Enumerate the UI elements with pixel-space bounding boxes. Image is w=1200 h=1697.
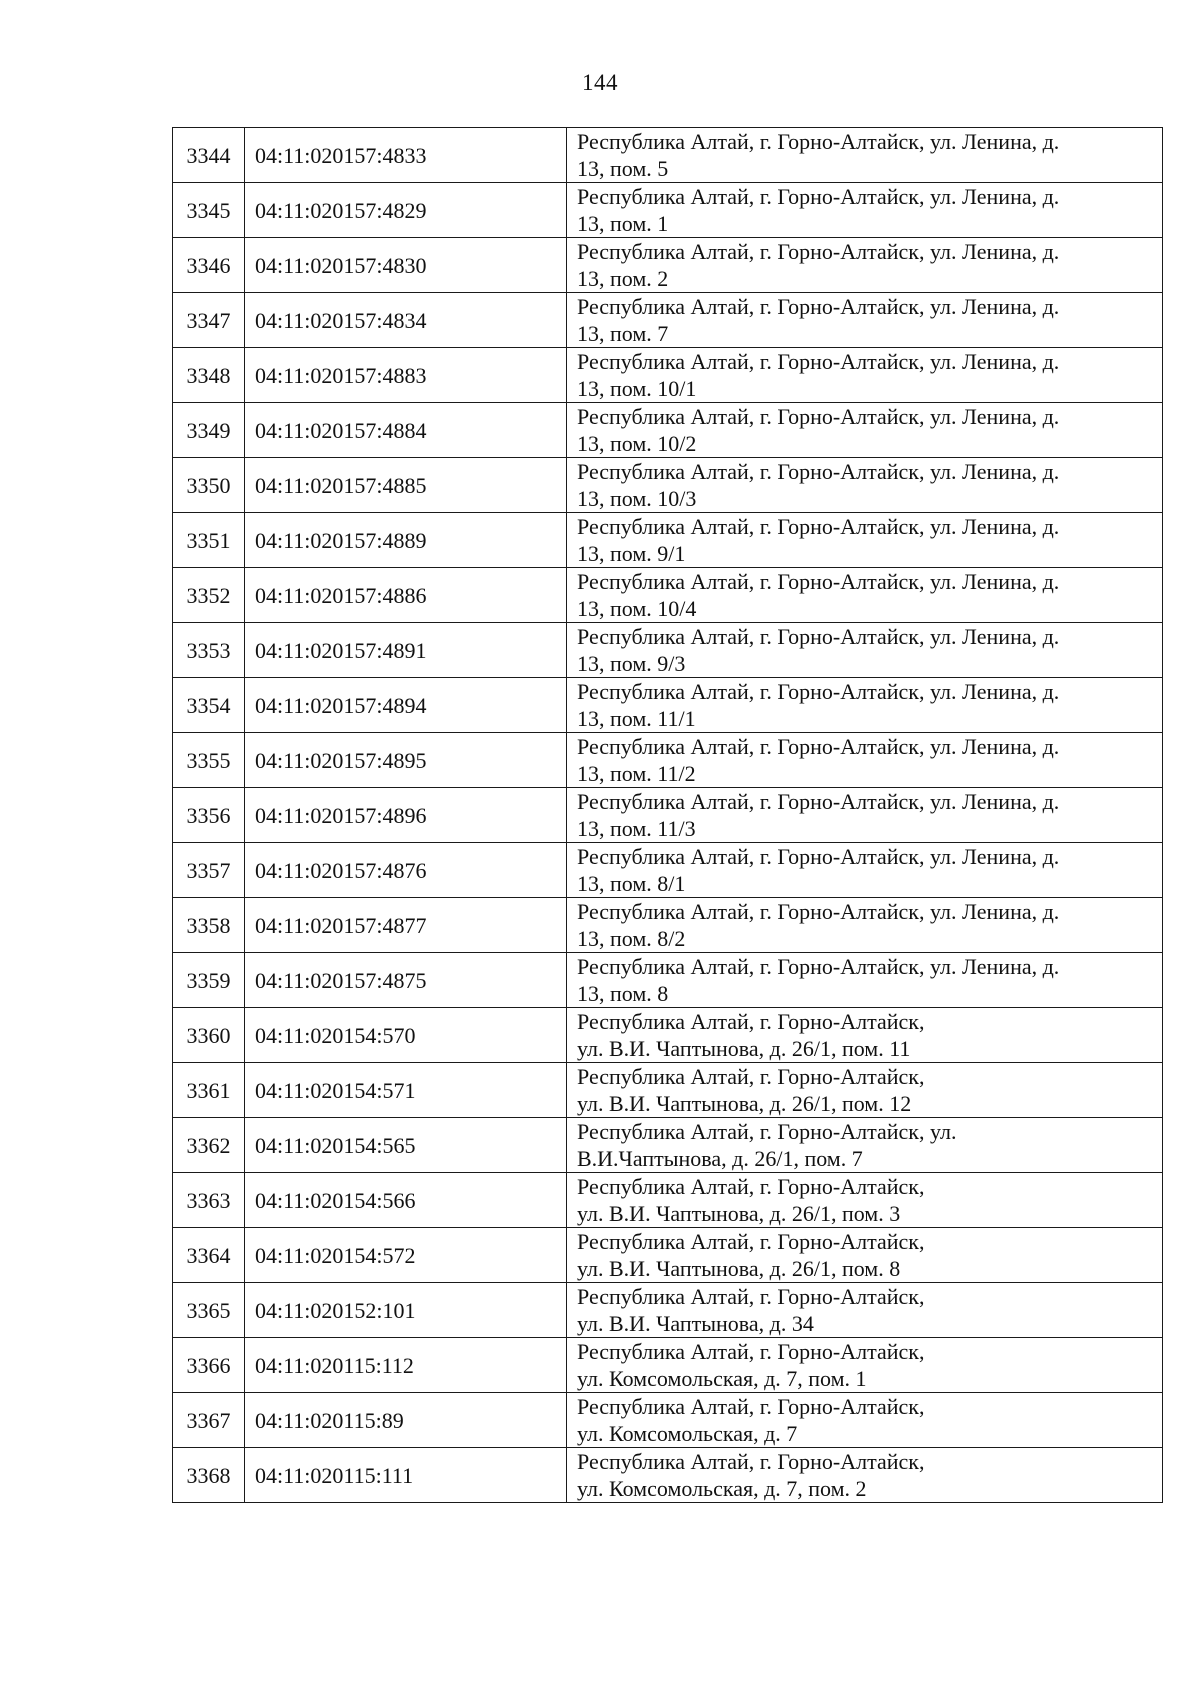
row-number-cell: 3351 xyxy=(173,513,245,568)
row-number-cell: 3361 xyxy=(173,1063,245,1118)
table-row xyxy=(173,238,1163,293)
cadastral-number-cell: 04:11:020157:4834 xyxy=(245,293,567,348)
table-row xyxy=(173,1008,1163,1063)
table-row xyxy=(173,1118,1163,1173)
address-line-1: Республика Алтай, г. Горно-Алтайск, ул. Ленина, д. xyxy=(577,404,1060,429)
row-number-cell: 3357 xyxy=(173,843,245,898)
row-number-cell: 3352 xyxy=(173,568,245,623)
address-cell xyxy=(567,788,1163,843)
table-row xyxy=(173,348,1163,403)
cadastral-number-cell: 04:11:020157:4876 xyxy=(245,843,567,898)
address-line-1: Республика Алтай, г. Горно-Алтайск, ул. Ленина, д. xyxy=(577,789,1060,814)
address-cell xyxy=(567,238,1163,293)
table-row xyxy=(173,1448,1163,1503)
address-line-1: Республика Алтай, г. Горно-Алтайск, ул. Ленина, д. xyxy=(577,239,1060,264)
table-row xyxy=(173,128,1163,183)
address-cell xyxy=(567,843,1163,898)
address-line-2: 13, пом. 11/3 xyxy=(577,816,696,841)
address-line-2: 13, пом. 10/2 xyxy=(577,431,697,456)
cadastral-number-cell: 04:11:020157:4886 xyxy=(245,568,567,623)
row-number-cell: 3368 xyxy=(173,1448,245,1503)
row-number-cell: 3349 xyxy=(173,403,245,458)
address-cell xyxy=(567,1448,1163,1503)
address-line-1: Республика Алтай, г. Горно-Алтайск, xyxy=(577,1449,925,1474)
address-cell xyxy=(567,953,1163,1008)
address-cell xyxy=(567,1338,1163,1393)
cadastral-number-cell: 04:11:020157:4883 xyxy=(245,348,567,403)
address-line-1: Республика Алтай, г. Горно-Алтайск, ул. Ленина, д. xyxy=(577,679,1060,704)
address-line-2: 13, пом. 11/1 xyxy=(577,706,696,731)
row-number-cell: 3354 xyxy=(173,678,245,733)
address-cell xyxy=(567,293,1163,348)
address-line-2: 13, пом. 9/1 xyxy=(577,541,686,566)
address-cell xyxy=(567,568,1163,623)
address-line-2: ул. В.И. Чаптынова, д. 26/1, пом. 3 xyxy=(577,1201,901,1226)
row-number-cell: 3362 xyxy=(173,1118,245,1173)
cadastral-number-cell: 04:11:020115:112 xyxy=(245,1338,567,1393)
cadastral-number-cell: 04:11:020157:4884 xyxy=(245,403,567,458)
table-row xyxy=(173,1063,1163,1118)
address-line-2: 13, пом. 10/3 xyxy=(577,486,697,511)
address-cell xyxy=(567,513,1163,568)
address-line-1: Республика Алтай, г. Горно-Алтайск, ул. Ленина, д. xyxy=(577,294,1060,319)
address-line-2: ул. В.И. Чаптынова, д. 26/1, пом. 12 xyxy=(577,1091,912,1116)
cadastral-number-cell: 04:11:020154:565 xyxy=(245,1118,567,1173)
row-number-cell: 3365 xyxy=(173,1283,245,1338)
address-cell xyxy=(567,623,1163,678)
row-number-cell: 3344 xyxy=(173,128,245,183)
cadastral-number-cell: 04:11:020154:570 xyxy=(245,1008,567,1063)
table-body xyxy=(173,128,1163,1503)
address-line-1: Республика Алтай, г. Горно-Алтайск, ул. Ленина, д. xyxy=(577,899,1060,924)
address-line-1: Республика Алтай, г. Горно-Алтайск, ул. Ленина, д. xyxy=(577,129,1060,154)
address-line-2: 13, пом. 11/2 xyxy=(577,761,696,786)
cadastral-number-cell: 04:11:020115:89 xyxy=(245,1393,567,1448)
cadastral-number-cell: 04:11:020157:4830 xyxy=(245,238,567,293)
address-line-1: Республика Алтай, г. Горно-Алтайск, xyxy=(577,1229,925,1254)
table-row xyxy=(173,788,1163,843)
row-number-cell: 3356 xyxy=(173,788,245,843)
cadastral-number-cell: 04:11:020157:4889 xyxy=(245,513,567,568)
cadastral-number-cell: 04:11:020115:111 xyxy=(245,1448,567,1503)
row-number-cell: 3360 xyxy=(173,1008,245,1063)
address-cell xyxy=(567,1063,1163,1118)
row-number-cell: 3364 xyxy=(173,1228,245,1283)
address-line-2: ул. Комсомольская, д. 7, пом. 2 xyxy=(577,1476,867,1501)
address-line-2: ул. Комсомольская, д. 7 xyxy=(577,1421,798,1446)
row-number-cell: 3355 xyxy=(173,733,245,788)
table-row xyxy=(173,898,1163,953)
row-number-cell: 3348 xyxy=(173,348,245,403)
cadastral-number-cell: 04:11:020157:4895 xyxy=(245,733,567,788)
table-row xyxy=(173,568,1163,623)
cadastral-number-cell: 04:11:020157:4885 xyxy=(245,458,567,513)
row-number-cell: 3358 xyxy=(173,898,245,953)
address-line-1: Республика Алтай, г. Горно-Алтайск, ул. Ленина, д. xyxy=(577,844,1060,869)
address-cell xyxy=(567,128,1163,183)
address-cell xyxy=(567,898,1163,953)
cadastral-number-cell: 04:11:020157:4894 xyxy=(245,678,567,733)
address-line-2: 13, пом. 8/2 xyxy=(577,926,686,951)
table-row xyxy=(173,1393,1163,1448)
table-row xyxy=(173,733,1163,788)
row-number-cell: 3367 xyxy=(173,1393,245,1448)
cadastral-number-cell: 04:11:020157:4891 xyxy=(245,623,567,678)
table-row xyxy=(173,458,1163,513)
address-line-2: 13, пом. 8 xyxy=(577,981,669,1006)
address-line-1: Республика Алтай, г. Горно-Алтайск, xyxy=(577,1064,925,1089)
address-line-1: Республика Алтай, г. Горно-Алтайск, xyxy=(577,1174,925,1199)
address-line-2: 13, пом. 1 xyxy=(577,211,669,236)
property-registry-table xyxy=(172,127,1163,1503)
address-cell xyxy=(567,1118,1163,1173)
address-line-1: Республика Алтай, г. Горно-Алтайск, ул. Ленина, д. xyxy=(577,954,1060,979)
row-number-cell: 3345 xyxy=(173,183,245,238)
cadastral-number-cell: 04:11:020157:4829 xyxy=(245,183,567,238)
table-row xyxy=(173,1173,1163,1228)
address-line-1: Республика Алтай, г. Горно-Алтайск, ул. Ленина, д. xyxy=(577,184,1060,209)
address-cell xyxy=(567,733,1163,788)
address-line-1: Республика Алтай, г. Горно-Алтайск, xyxy=(577,1394,925,1419)
row-number-cell: 3366 xyxy=(173,1338,245,1393)
address-line-1: Республика Алтай, г. Горно-Алтайск, ул. Ленина, д. xyxy=(577,569,1060,594)
address-line-2: 13, пом. 2 xyxy=(577,266,669,291)
address-line-2: ул. В.И. Чаптынова, д. 34 xyxy=(577,1311,814,1336)
row-number-cell: 3350 xyxy=(173,458,245,513)
address-line-2: ул. В.И. Чаптынова, д. 26/1, пом. 11 xyxy=(577,1036,911,1061)
cadastral-number-cell: 04:11:020154:566 xyxy=(245,1173,567,1228)
address-line-1: Республика Алтай, г. Горно-Алтайск, ул. Ленина, д. xyxy=(577,349,1060,374)
address-line-1: Республика Алтай, г. Горно-Алтайск, xyxy=(577,1284,925,1309)
address-cell xyxy=(567,1283,1163,1338)
address-line-2: 13, пом. 8/1 xyxy=(577,871,686,896)
address-cell xyxy=(567,183,1163,238)
table-row xyxy=(173,1283,1163,1338)
address-line-1: Республика Алтай, г. Горно-Алтайск, xyxy=(577,1009,925,1034)
address-cell xyxy=(567,1393,1163,1448)
address-cell xyxy=(567,403,1163,458)
cadastral-number-cell: 04:11:020152:101 xyxy=(245,1283,567,1338)
address-line-1: Республика Алтай, г. Горно-Алтайск, ул. Ленина, д. xyxy=(577,624,1060,649)
address-line-2: ул. В.И. Чаптынова, д. 26/1, пом. 8 xyxy=(577,1256,901,1281)
address-cell xyxy=(567,678,1163,733)
cadastral-number-cell: 04:11:020157:4875 xyxy=(245,953,567,1008)
address-line-1: Республика Алтай, г. Горно-Алтайск, xyxy=(577,1339,925,1364)
address-line-1: Республика Алтай, г. Горно-Алтайск, ул. xyxy=(577,1119,957,1144)
row-number-cell: 3359 xyxy=(173,953,245,1008)
table-row xyxy=(173,293,1163,348)
address-cell xyxy=(567,1228,1163,1283)
table-row xyxy=(173,183,1163,238)
row-number-cell: 3346 xyxy=(173,238,245,293)
address-line-2: 13, пом. 10/4 xyxy=(577,596,697,621)
address-line-2: ул. Комсомольская, д. 7, пом. 1 xyxy=(577,1366,867,1391)
table-row xyxy=(173,513,1163,568)
address-cell xyxy=(567,1173,1163,1228)
address-line-2: 13, пом. 10/1 xyxy=(577,376,697,401)
table-row xyxy=(173,403,1163,458)
table-row xyxy=(173,623,1163,678)
page-number: 144 xyxy=(582,70,618,95)
table-row xyxy=(173,1338,1163,1393)
cadastral-number-cell: 04:11:020157:4833 xyxy=(245,128,567,183)
address-line-1: Республика Алтай, г. Горно-Алтайск, ул. Ленина, д. xyxy=(577,734,1060,759)
row-number-cell: 3353 xyxy=(173,623,245,678)
address-line-2: 13, пом. 5 xyxy=(577,156,669,181)
table-row xyxy=(173,953,1163,1008)
address-line-1: Республика Алтай, г. Горно-Алтайск, ул. Ленина, д. xyxy=(577,459,1060,484)
row-number-cell: 3363 xyxy=(173,1173,245,1228)
address-cell xyxy=(567,458,1163,513)
table-row xyxy=(173,843,1163,898)
table-row xyxy=(173,678,1163,733)
cadastral-number-cell: 04:11:020154:571 xyxy=(245,1063,567,1118)
row-number-cell: 3347 xyxy=(173,293,245,348)
address-line-2: В.И.Чаптынова, д. 26/1, пом. 7 xyxy=(577,1146,863,1171)
cadastral-number-cell: 04:11:020154:572 xyxy=(245,1228,567,1283)
address-line-1: Республика Алтай, г. Горно-Алтайск, ул. Ленина, д. xyxy=(577,514,1060,539)
address-line-2: 13, пом. 9/3 xyxy=(577,651,686,676)
cadastral-number-cell: 04:11:020157:4877 xyxy=(245,898,567,953)
table-row xyxy=(173,1228,1163,1283)
address-line-2: 13, пом. 7 xyxy=(577,321,669,346)
cadastral-number-cell: 04:11:020157:4896 xyxy=(245,788,567,843)
address-cell xyxy=(567,1008,1163,1063)
address-cell xyxy=(567,348,1163,403)
